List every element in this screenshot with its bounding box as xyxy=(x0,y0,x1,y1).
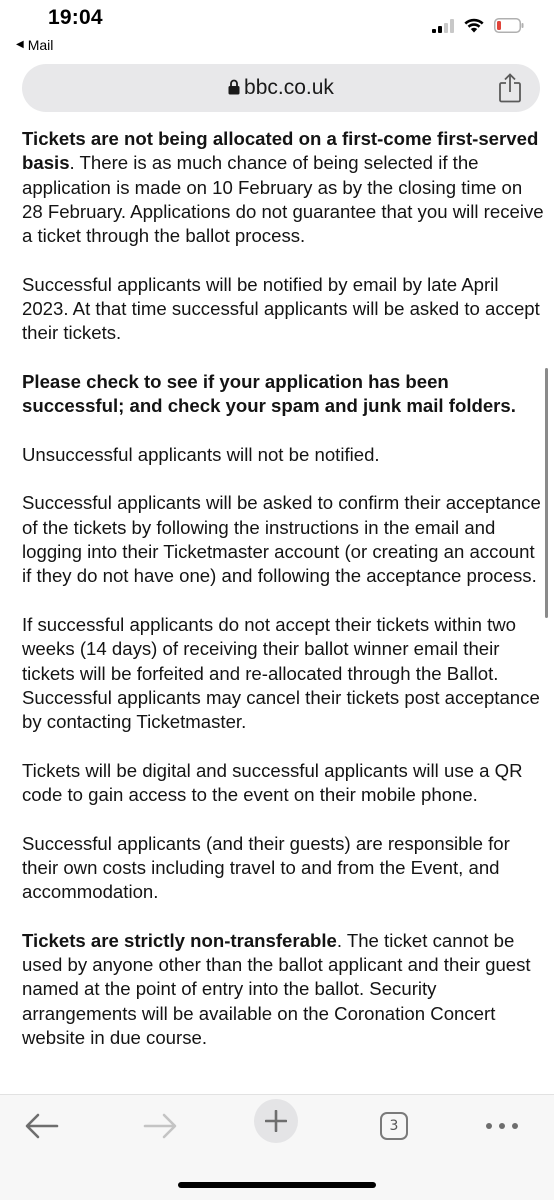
paragraph-check-spam xyxy=(22,370,544,419)
bold-allocation-statement: Tickets are not being allocated on a first-come first-served basis xyxy=(22,128,539,174)
tabs-icon: 3 xyxy=(380,1112,408,1140)
tabs-button[interactable] xyxy=(372,1109,416,1143)
forward-button[interactable] xyxy=(138,1109,182,1143)
back-triangle-icon: ◀ xyxy=(16,39,24,50)
paragraph-notification: Successful applicants will be notified by email by late April 2023. At that time successful applicants will be asked to accept their tickets. xyxy=(22,273,540,344)
status-icons xyxy=(432,18,524,33)
new-tab-button[interactable] xyxy=(254,1104,298,1138)
scroll-indicator[interactable] xyxy=(545,368,548,618)
paragraph-unsuccessful: Unsuccessful applicants will not be notified. xyxy=(22,443,380,465)
bold-non-transferable: Tickets are strictly non-transferable xyxy=(22,929,337,951)
url-display[interactable] xyxy=(22,76,540,100)
back-to-mail-link[interactable] xyxy=(16,37,53,53)
back-button[interactable] xyxy=(20,1109,64,1143)
paragraph-costs: Successful applicants (and their guests) are responsible for their own costs including travel to and from the Event, and accommodation. xyxy=(22,832,510,903)
more-menu-button[interactable] xyxy=(480,1109,524,1143)
url-text: bbc.co.uk xyxy=(244,76,334,99)
paragraph-non-transferable xyxy=(22,929,544,1050)
bold-check-spam: Please check to see if your application has been successful; and check your spam and junk mail folders. xyxy=(22,370,516,417)
more-dots-icon xyxy=(485,1122,519,1130)
article-body xyxy=(22,127,544,1075)
paragraph-forfeit: If successful applicants do not accept their tickets within two weeks (14 days) of receiving their ballot winner email their tickets will be forfeited and re-allocated through the Ballot. Successful applicants may cancel their tickets post acceptance by contacting Ticketmaster. xyxy=(22,613,540,733)
back-app-label: Mail xyxy=(27,37,54,53)
paragraph-allocation xyxy=(22,127,544,248)
lock-icon xyxy=(228,79,240,95)
url-bar[interactable] xyxy=(22,64,540,112)
allocation-details: . There is as much chance of being selected if the application is made on 10 February as by the closing time on 28 February. Applications do not guarantee that you will receive a ticket through the ballot process. xyxy=(22,152,544,247)
plus-icon xyxy=(265,1110,287,1132)
wifi-icon xyxy=(464,18,484,33)
plus-circle xyxy=(254,1099,298,1143)
cellular-signal-icon xyxy=(432,19,454,33)
home-indicator[interactable] xyxy=(178,1182,376,1188)
arrow-left-icon xyxy=(25,1113,59,1139)
share-icon[interactable] xyxy=(498,73,522,103)
paragraph-acceptance: Successful applicants will be asked to confirm their acceptance of the tickets by following the instructions in the email and logging into their Ticketmaster account (or creating an account if they do not have one) and following the acceptance process. xyxy=(22,492,541,587)
non-transferable-details: . The ticket cannot be used by anyone other than the ballot applicant and their guest named at the point of entry into the ballot. Security arrangements will be available on the Coronation Concert website in due course. xyxy=(22,929,531,1048)
status-time: 19:04 xyxy=(48,6,103,29)
battery-low-icon xyxy=(494,18,524,33)
paragraph-digital-tickets: Tickets will be digital and successful applicants will use a QR code to gain access to the event on their mobile phone. xyxy=(22,759,523,806)
arrow-right-icon xyxy=(143,1113,177,1139)
